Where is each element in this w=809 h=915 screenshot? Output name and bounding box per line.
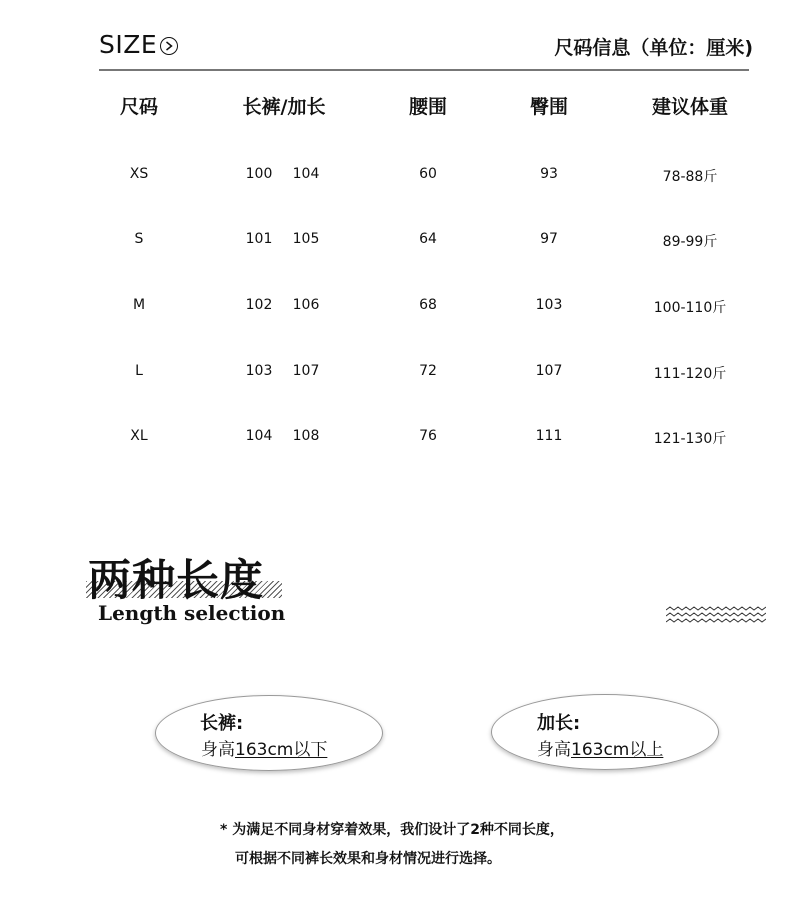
cell-weight: 78-88斤 <box>662 169 718 185</box>
regular-title: 长裤: <box>200 713 244 734</box>
cell-length: 103 <box>245 363 273 379</box>
cell-size: XL <box>130 428 148 444</box>
header-size: 尺码 <box>119 96 158 118</box>
cell-waist: 60 <box>419 166 437 182</box>
long-desc <box>537 735 663 760</box>
regular-desc-prefix: 身高 <box>201 740 235 760</box>
length-section-subtitle: Length selection <box>98 601 286 625</box>
cell-hip: 103 <box>535 297 563 313</box>
header-waist: 腰围 <box>408 96 447 118</box>
note-line-2: 可根据不同裤长效果和身材情况进行选择。 <box>235 851 501 867</box>
circle-arrow-right-icon <box>160 37 178 55</box>
long-title: 加长: <box>537 713 581 734</box>
cell-long: 106 <box>292 297 320 313</box>
long-desc-value: 163cm以上 <box>571 740 664 760</box>
note-line-1: * 为满足不同身材穿着效果，我们设计了2种不同长度， <box>220 822 564 838</box>
header-length: 长裤/加长 <box>242 96 326 118</box>
size-label: SIZE <box>99 30 158 59</box>
unit-label: 尺码信息（单位：厘米) <box>554 37 753 59</box>
length-section-title: 两种长度 <box>88 556 264 606</box>
cell-waist: 68 <box>419 297 437 313</box>
cell-length: 102 <box>245 297 273 313</box>
cell-length: 100 <box>245 166 273 182</box>
cell-weight: 89-99斤 <box>662 234 718 250</box>
cell-waist: 72 <box>419 363 437 379</box>
cell-long: 105 <box>292 231 320 247</box>
cell-hip: 107 <box>535 363 563 379</box>
cell-size: S <box>134 231 144 247</box>
cell-weight: 111-120斤 <box>653 366 727 382</box>
header-divider <box>99 69 749 71</box>
cell-hip: 111 <box>535 428 563 444</box>
header-hip: 臀围 <box>529 96 568 118</box>
cell-size: XS <box>129 166 149 182</box>
cell-size: M <box>132 297 146 313</box>
cell-hip: 93 <box>540 166 558 182</box>
long-desc-prefix: 身高 <box>537 740 571 760</box>
cell-length: 104 <box>245 428 273 444</box>
regular-desc <box>201 735 327 760</box>
cell-hip: 97 <box>540 231 558 247</box>
regular-desc-value: 163cm以下 <box>235 740 328 760</box>
size-heading <box>99 30 178 59</box>
cell-size: L <box>135 363 143 379</box>
zigzag-decoration-icon <box>666 606 766 630</box>
cell-waist: 64 <box>419 231 437 247</box>
header-weight: 建议体重 <box>651 96 728 118</box>
cell-long: 104 <box>292 166 320 182</box>
cell-weight: 100-110斤 <box>653 300 727 316</box>
cell-long: 107 <box>292 363 320 379</box>
cell-long: 108 <box>292 428 320 444</box>
cell-weight: 121-130斤 <box>653 431 727 447</box>
cell-length: 101 <box>245 231 273 247</box>
cell-waist: 76 <box>419 428 437 444</box>
